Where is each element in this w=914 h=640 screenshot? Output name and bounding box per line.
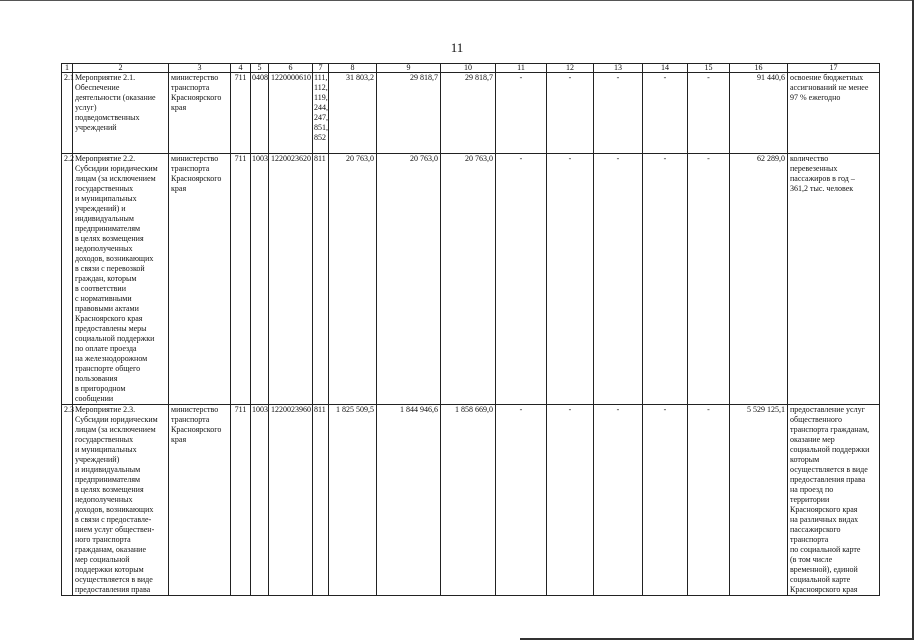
- activity-name: Мероприятие 2.2. Субсидии юридическим лицам (за исключением государственных и муниципальных учреждений) и индивидуальным предпринимателям в целях возмещения недополученных доходов, возникающих в связи с перевозкой граждан, которым в соответствии с нормативными правовыми актами Красноярского края предоставлены меры социальной поддержки по оплате проезда на железнодорожном транспорте общего пользования в пригородном сообщении: [73, 154, 169, 405]
- cell-c13: -: [594, 154, 643, 405]
- cell-c7: 811: [313, 405, 329, 596]
- column-header: 8: [329, 64, 377, 73]
- table-row: [62, 154, 880, 405]
- column-header: 11: [496, 64, 547, 73]
- cell-c13: -: [594, 73, 643, 154]
- cell-c6: 1220023960: [269, 405, 313, 596]
- column-header: 10: [441, 64, 496, 73]
- cell-c7: 811: [313, 154, 329, 405]
- cell-c16: 5 529 125,1: [730, 405, 788, 596]
- cell-c16: 62 289,0: [730, 154, 788, 405]
- cell-c9: 29 818,7: [377, 73, 441, 154]
- responsible-agency: министерство транспорта Красноярского края: [169, 405, 231, 596]
- column-header: 9: [377, 64, 441, 73]
- column-header: 1: [62, 64, 73, 73]
- cell-c14: -: [643, 405, 688, 596]
- expected-result: предоставление услуг общественного транспорта гражданам, оказание мер социальной поддержки которым осуществляется в виде предоставления права на проезд по территории Красноярского края на различных видах пассажирского транспорта по социальной карте (в том числе временной), единой социальной карте Красноярского края: [788, 405, 880, 596]
- table-row: [62, 405, 880, 596]
- column-header: 2: [73, 64, 169, 73]
- cell-c4: 711: [231, 405, 251, 596]
- cell-c9: 20 763,0: [377, 154, 441, 405]
- cell-c11: -: [496, 405, 547, 596]
- table-row: [62, 73, 880, 154]
- column-header: 3: [169, 64, 231, 73]
- column-header: 6: [269, 64, 313, 73]
- column-header: 4: [231, 64, 251, 73]
- row-number: 2.2: [62, 154, 73, 405]
- responsible-agency: министерство транспорта Красноярского края: [169, 73, 231, 154]
- activity-name: Мероприятие 2.1. Обеспечение деятельности (оказание услуг) подведомственных учреждений: [73, 73, 169, 154]
- cell-c11: -: [496, 154, 547, 405]
- row-number: 2.3: [62, 405, 73, 596]
- cell-c15: -: [688, 405, 730, 596]
- expected-result: освоение бюджетных ассигнований не менее 97 % ежегодно: [788, 73, 880, 154]
- cell-c8: 20 763,0: [329, 154, 377, 405]
- cell-c13: -: [594, 405, 643, 596]
- cell-c8: 1 825 509,5: [329, 405, 377, 596]
- column-header: 12: [547, 64, 594, 73]
- cell-c12: -: [547, 73, 594, 154]
- cell-c14: -: [643, 73, 688, 154]
- cell-c5: 0408: [251, 73, 269, 154]
- cell-c11: -: [496, 73, 547, 154]
- cell-c8: 31 803,2: [329, 73, 377, 154]
- cell-c4: 711: [231, 154, 251, 405]
- activity-name: Мероприятие 2.3. Субсидии юридическим лицам (за исключением государственных и муниципальных учреждений) и индивидуальным предпринимателям в целях возмещения недополученных доходов, возникающих в связи с предоставле- нием услуг обществен- ного транспорта гражданам, оказание мер социальной поддержки которым осуществляется в виде предоставления права: [73, 405, 169, 596]
- scan-edge-top: [0, 0, 914, 1]
- column-header: 7: [313, 64, 329, 73]
- column-header: 13: [594, 64, 643, 73]
- cell-c15: -: [688, 154, 730, 405]
- column-header: 17: [788, 64, 880, 73]
- cell-c12: -: [547, 405, 594, 596]
- cell-c6: 1220023620: [269, 154, 313, 405]
- cell-c9: 1 844 946,6: [377, 405, 441, 596]
- column-header: 14: [643, 64, 688, 73]
- cell-c7: 111, 112, 119, 244, 247, 851, 852: [313, 73, 329, 154]
- cell-c4: 711: [231, 73, 251, 154]
- cell-c10: 20 763,0: [441, 154, 496, 405]
- page-number: 11: [450, 40, 464, 55]
- program-activities-table: [61, 63, 880, 596]
- cell-c5: 1003: [251, 405, 269, 596]
- cell-c12: -: [547, 154, 594, 405]
- row-number: 2.1: [62, 73, 73, 154]
- column-header: 5: [251, 64, 269, 73]
- cell-c14: -: [643, 154, 688, 405]
- column-number-row: [62, 64, 880, 73]
- cell-c6: 1220000610: [269, 73, 313, 154]
- expected-result: количество перевезенных пассажиров в год – 361,2 тыс. человек: [788, 154, 880, 405]
- cell-c16: 91 440,6: [730, 73, 788, 154]
- responsible-agency: министерство транспорта Красноярского края: [169, 154, 231, 405]
- cell-c15: -: [688, 73, 730, 154]
- cell-c5: 1003: [251, 154, 269, 405]
- column-header: 15: [688, 64, 730, 73]
- cell-c10: 29 818,7: [441, 73, 496, 154]
- cell-c10: 1 858 669,0: [441, 405, 496, 596]
- column-header: 16: [730, 64, 788, 73]
